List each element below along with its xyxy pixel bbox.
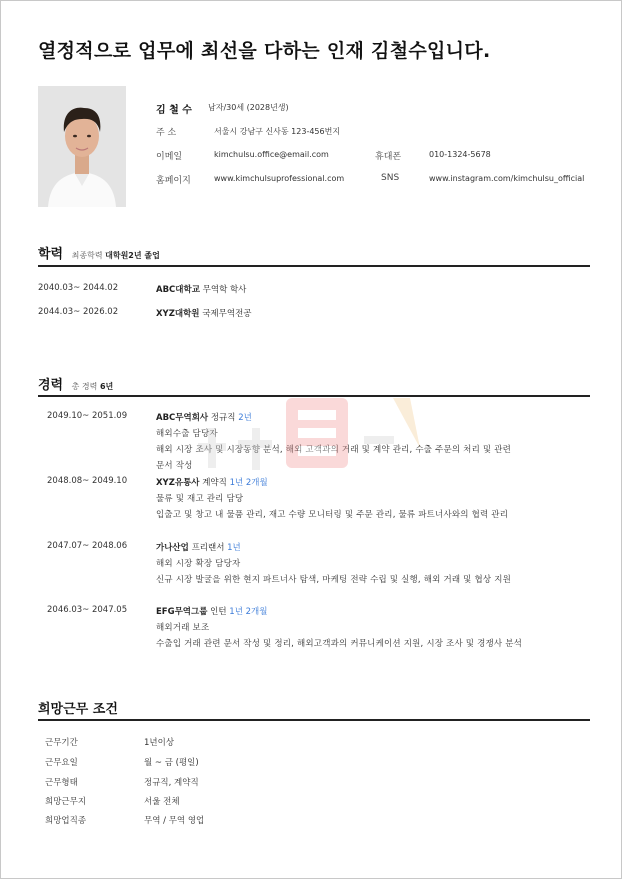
page-title: 열정적으로 업무에 최선을 다하는 인재 김철수입니다. (38, 40, 491, 62)
employment-type: 프리랜서 (191, 543, 225, 553)
career-period: 2049.10~ 2051.09 (47, 411, 128, 421)
education-period: 2044.03~ 2026.02 (38, 307, 119, 317)
career-header (156, 541, 241, 553)
career-period: 2046.03~ 2047.05 (47, 605, 128, 615)
company-name: ABC무역회사 (156, 413, 209, 423)
career-role: 해외수출 담당자 (156, 429, 218, 439)
career-header (156, 476, 268, 488)
school-detail: 국제무역전공 (202, 309, 252, 319)
education-period: 2040.03~ 2044.02 (38, 283, 119, 293)
career-duration: 1년 (227, 543, 241, 553)
email-value: kimchulsu.office@email.com (214, 150, 329, 159)
career-description: 입출고 및 창고 내 물품 관리, 재고 수량 모니터링 및 주문 관리, 물류 파트너사와의 협력 관리 (156, 510, 509, 520)
career-description: 해외 시장 조사 및 시장동향 분석, 해외 고객과의 거래 및 계약 관리, 수출 주문의 처리 및 관련 (156, 445, 512, 455)
employment-type: 계약직 (202, 478, 227, 488)
condition-label: 희망업직종 (45, 816, 87, 826)
school-detail: 무역학 학사 (202, 285, 247, 295)
career-period: 2047.07~ 2048.06 (47, 541, 128, 551)
email-label: 이메일 (156, 152, 183, 162)
career-description: 문서 작성 (156, 461, 193, 471)
profile-photo (38, 86, 126, 207)
education-item (156, 307, 252, 319)
career-description: 신규 시장 발굴을 위한 현지 파트너사 탐색, 마케팅 전략 수립 및 실행, 해외 거래 및 협상 지원 (156, 575, 512, 585)
career-role: 물류 및 재고 관리 담당 (156, 494, 244, 504)
career-divider (38, 395, 590, 397)
homepage-value: www.kimchulsuprofessional.com (214, 174, 345, 183)
company-name: 가나산업 (156, 543, 189, 553)
career-duration: 1년 2개월 (229, 607, 268, 617)
employment-type: 정규직 (210, 413, 236, 423)
education-summary-value: 대학원2년 졸업 (105, 251, 160, 260)
homepage-label: 홈페이지 (156, 176, 191, 186)
employment-type: 인턴 (210, 607, 227, 617)
career-duration: 1년 2개월 (229, 478, 268, 488)
condition-label: 근무기간 (45, 738, 78, 748)
address-value: 서울시 강남구 신사동 123-456번지 (214, 127, 341, 136)
condition-label: 근무요일 (45, 758, 78, 768)
profile-name: 김 철 수 (156, 105, 192, 116)
education-heading (38, 243, 160, 262)
conditions-divider (38, 719, 590, 721)
company-name: EFG무역그룹 (156, 607, 208, 617)
condition-value: 월 ~ 금 (평일) (144, 758, 199, 768)
career-heading (38, 374, 113, 393)
condition-value: 서울 전체 (144, 797, 180, 807)
career-header (156, 411, 252, 423)
condition-value: 정규직, 계약직 (144, 778, 199, 788)
education-title: 학력 (38, 247, 64, 262)
phone-value: 010-1324-5678 (429, 150, 491, 159)
career-summary-value: 6년 (99, 382, 114, 391)
education-item (156, 283, 246, 295)
school-name: XYZ대학원 (156, 309, 200, 319)
career-role: 해외 시장 확장 담당자 (156, 559, 241, 569)
address-label: 주 소 (156, 128, 177, 138)
profile-gender-age: 남자/30세 (2028년생) (208, 103, 289, 112)
school-name: ABC대학교 (156, 285, 200, 295)
career-title: 경력 (38, 378, 64, 393)
career-role: 해외거래 보조 (156, 623, 210, 633)
career-description: 수출입 거래 관련 문서 작성 및 정리, 해외고객과의 커뮤니케이션 지원, 시장 조사 및 경쟁사 분석 (156, 639, 523, 649)
career-duration: 2년 (238, 413, 252, 423)
career-period: 2048.08~ 2049.10 (47, 476, 128, 486)
career-summary-label: 총 경력 (71, 382, 98, 391)
condition-value: 1년이상 (144, 738, 175, 748)
education-divider (38, 265, 590, 267)
conditions-title: 희망근무 조건 (38, 702, 118, 717)
sns-label: SNS (381, 173, 400, 183)
condition-label: 희망근무지 (45, 797, 87, 807)
education-summary-label: 최종학력 (71, 251, 103, 260)
education-summary (72, 251, 160, 260)
condition-value: 무역 / 무역 영업 (144, 816, 205, 826)
career-header (156, 605, 267, 617)
sns-value: www.instagram.com/kimchulsu_official (429, 174, 585, 183)
condition-label: 근무형태 (45, 778, 78, 788)
company-name: XYZ유통사 (156, 478, 200, 488)
career-summary (72, 382, 114, 391)
phone-label: 휴대폰 (375, 152, 402, 162)
